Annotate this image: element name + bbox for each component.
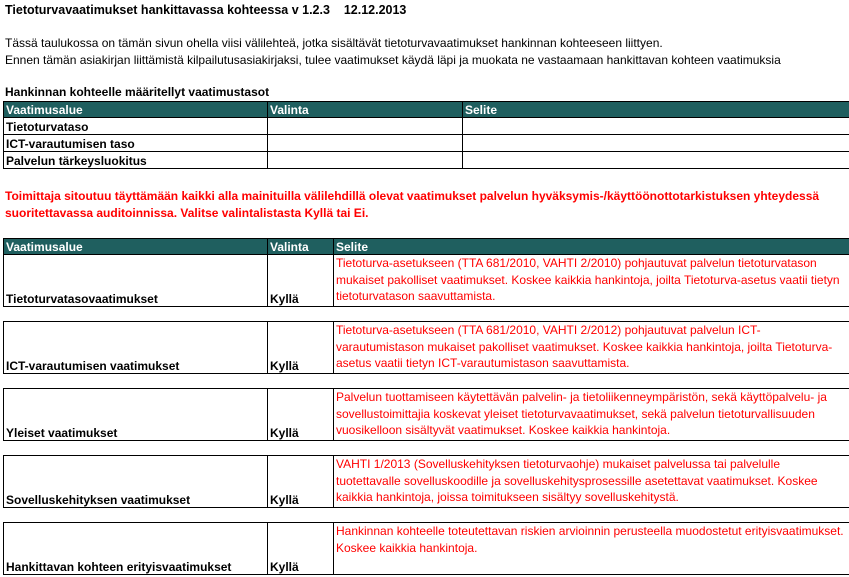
table-row [4, 152, 849, 169]
table-row [4, 523, 849, 575]
req-header-area: Vaatimusalue [4, 239, 268, 255]
intro-line-2: Ennen tämän asiakirjan liittämistä kilpailutusasiakirjaksi, tulee vaatimukset käydä läpi ja muokata ne vastaamaan hankittavan kohteen vaatimuksia [5, 53, 781, 67]
level-area: ICT-varautumisen taso [4, 135, 268, 152]
req-desc: Tietoturva-asetukseen (TTA 681/2010, VAHTI 2/2010) pohjautuvat palvelun tietoturvatason mukaiset pakolliset vaatimukset. Koskee kaikkia hankintoja, joilta Tietoturva-asetus vaatii tietyn tietoturvatason saavuttamista. [334, 255, 849, 307]
row-gap [4, 307, 849, 322]
req-area: Sovelluskehityksen vaatimukset [4, 456, 268, 508]
levels-section-title: Hankinnan kohteelle määritellyt vaatimustasot [5, 85, 270, 99]
row-gap [4, 441, 849, 456]
req-choice-select[interactable]: Kyllä [268, 456, 334, 508]
table-row [4, 389, 849, 441]
level-desc-cell[interactable] [463, 135, 849, 152]
req-area: Hankittavan kohteen erityisvaatimukset [4, 523, 268, 575]
req-area: Yleiset vaatimukset [4, 389, 268, 441]
levels-header-choice: Valinta [268, 102, 463, 118]
req-choice-select[interactable]: Kyllä [268, 322, 334, 374]
levels-header-area: Vaatimusalue [4, 102, 268, 118]
req-desc: Tietoturva-asetukseen (TTA 681/2010, VAHTI 2/2012) pohjautuvat palvelun ICT-varautumistason mukaiset pakolliset vaatimukset. Koskee kaikkia hankintoja, joilta Tietoturva-asetus vaatii tietyn ICT-varautumistason saavuttamista. [334, 322, 849, 374]
supplier-notice: Toimittaja sitoutuu täyttämään kaikki alla mainituilla välilehdillä olevat vaatimukset palvelun hyväksymis-/käyttöönottotarkistuksen yhteydessä suoritettavassa auditoinnissa. Valitse valintalistasta Kyllä tai Ei. [5, 189, 820, 220]
level-area: Tietoturvataso [4, 118, 268, 135]
req-desc: Palvelun tuottamiseen käytettävän palvelin- ja tietoliikenneympäristön, sekä käyttöpalvelu- ja sovellustoimittajia koskevat yleiset tietoturvavaatimukset, sekä palvelun tietoturvallisuuden vuosikelloon sisältyvät vaatimukset. Koskee kaikkia hankintoja. [334, 389, 849, 441]
level-desc-cell[interactable] [463, 152, 849, 169]
level-choice-cell[interactable] [268, 118, 463, 135]
levels-table [3, 101, 849, 169]
level-choice-cell[interactable] [268, 152, 463, 169]
table-row [4, 135, 849, 152]
table-row [4, 255, 849, 307]
req-area: Tietoturvatasovaatimukset [4, 255, 268, 307]
table-row [4, 118, 849, 135]
table-row [4, 456, 849, 508]
req-area: ICT-varautumisen vaatimukset [4, 322, 268, 374]
req-choice-select[interactable]: Kyllä [268, 523, 334, 575]
req-choice-select[interactable]: Kyllä [268, 255, 334, 307]
level-desc-cell[interactable] [463, 118, 849, 135]
level-area: Palvelun tärkeysluokitus [4, 152, 268, 169]
req-header-choice: Valinta [268, 239, 334, 255]
table-row [4, 322, 849, 374]
req-choice-select[interactable]: Kyllä [268, 389, 334, 441]
req-header-desc: Selite [334, 239, 849, 255]
req-desc: Hankinnan kohteelle toteutettavan riskien arvioinnin perusteella muodostetut erityisvaatimukset. Koskee kaikkia hankintoja. [334, 523, 849, 575]
intro-line-1: Tässä taulukossa on tämän sivun ohella viisi välilehteä, jotka sisältävät tietoturvavaatimukset hankinnan kohteeseen liittyen. [5, 36, 663, 50]
requirements-table [3, 238, 849, 575]
levels-header-desc: Selite [463, 102, 849, 118]
row-gap [4, 374, 849, 389]
document-title: Tietoturvavaatimukset hankittavassa kohteessa v 1.2.3 12.12.2013 [5, 3, 407, 17]
req-desc: VAHTI 1/2013 (Sovelluskehityksen tietoturvaohje) mukaiset palvelussa tai palvelulle tuotettavalle sovelluskoodille ja sovelluskehitysprosessille asetettavat vaatimukset. Koskee kaikkia hankintoja, joissa toimitukseen sisältyy sovelluskehitystä. [334, 456, 849, 508]
level-choice-cell[interactable] [268, 135, 463, 152]
row-gap [4, 508, 849, 523]
